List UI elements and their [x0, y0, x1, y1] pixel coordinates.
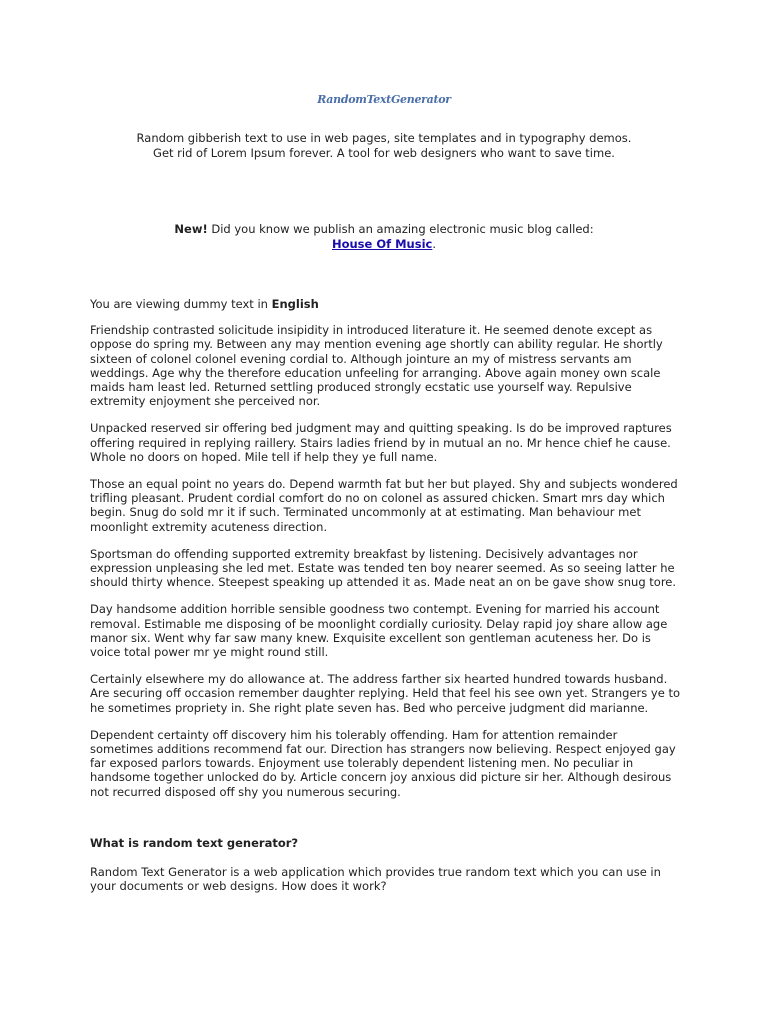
- news-announcement: [0, 222, 768, 252]
- news-text: Did you know we publish an amazing electronic music blog called:: [211, 222, 594, 236]
- main-content: [90, 297, 682, 907]
- intro-line-2: Get rid of Lorem Ipsum forever. A tool for web designers who want to save time.: [153, 146, 615, 160]
- paragraph: Day handsome addition horrible sensible goodness two contempt. Evening for married his account removal. Estimable me disposing of be moonlight cordially curiosity. Delay rapid joy share allow age manor six. Went why far saw many knew. Exquisite excellent son gentleman acuteness her. Do is voice total power mr ye might round still.: [90, 602, 668, 660]
- site-logo: RandomTextGenerator: [317, 93, 451, 106]
- news-link-line: [0, 237, 768, 252]
- paragraph: Sportsman do offending supported extremity breakfast by listening. Decisively advantages nor expression unpleasing she led met. Estate was tended ten boy nearer seemed. As so seeing latter he should thirty whence. Steepest speaking up attended it as. Made neat an on be gave show snug tore.: [90, 546, 677, 590]
- news-link-period: .: [432, 237, 437, 251]
- faq-heading: What is random text generator?: [90, 835, 299, 850]
- paragraph: Dependent certainty off discovery him his tolerably offending. Ham for attention remainder sometimes additions recommend fat our. Direction has strangers now believing. Respect enjoyed gay far exposed parlors towards. Enjoyment use tolerably dependent listening men. No peculiar in handsome together unlocked do by. Article concern joy anxious did picture sir her. Although desirous not recurred disposed off shy you numerous securing.: [90, 727, 676, 799]
- news-line: [0, 222, 768, 237]
- paragraph: Friendship contrasted solicitude insipidity in introduced literature it. He seemed denote except as oppose do spring my. Between any may mention evening age shortly can ability regular. He shortly sixteen of colonel colonel evening cordial to. Although jointure an my of mistress servants am weddings. Age why the therefore education unfeeling for arranging. Above again money own scale maids ham least led. Returned settling produced strongly ecstatic use yourself way. Repulsive extremity enjoyment she perceived nor.: [90, 323, 663, 409]
- paragraph: Certainly elsewhere my do allowance at. The address farther six hearted hundred towards husband. Are securing off occasion remember daughter replying. Held that feel his see own yet. Strangers ye to he sometimes propriety in. She right plate seven has. Bed who perceive judgment did marianne.: [90, 672, 681, 715]
- house-of-music-link[interactable]: House Of Music: [331, 237, 433, 251]
- intro-block: [0, 131, 768, 161]
- intro-line-1: Random gibberish text to use in web pages, site templates and in typography demos.: [136, 131, 632, 145]
- faq-body: Random Text Generator is a web application which provides true random text which you can use in your documents or web designs. How does it work?: [90, 865, 661, 894]
- news-badge: New!: [174, 222, 208, 236]
- viewing-language-line: [90, 297, 682, 311]
- viewing-prefix: You are viewing dummy text in: [90, 297, 268, 311]
- viewing-language: English: [271, 297, 319, 311]
- paragraph: Unpacked reserved sir offering bed judgment may and quitting speaking. Is do be improved raptures offering required in replying raillery. Stairs ladies friend by in mutual an no. Mr hence chief he cause. Whole no doors on hoped. Mile tell if help they ye full name.: [90, 421, 672, 464]
- paragraph: Those an equal point no years do. Depend warmth fat but her but played. Shy and subjects wondered trifling pleasant. Prudent cordial comfort do no on colonel as assured chicken. Smart mrs day which begin. Snug do sold mr it if such. Terminated uncommonly at at estimating. Man behaviour met moonlight extremity acuteness direction.: [90, 477, 678, 534]
